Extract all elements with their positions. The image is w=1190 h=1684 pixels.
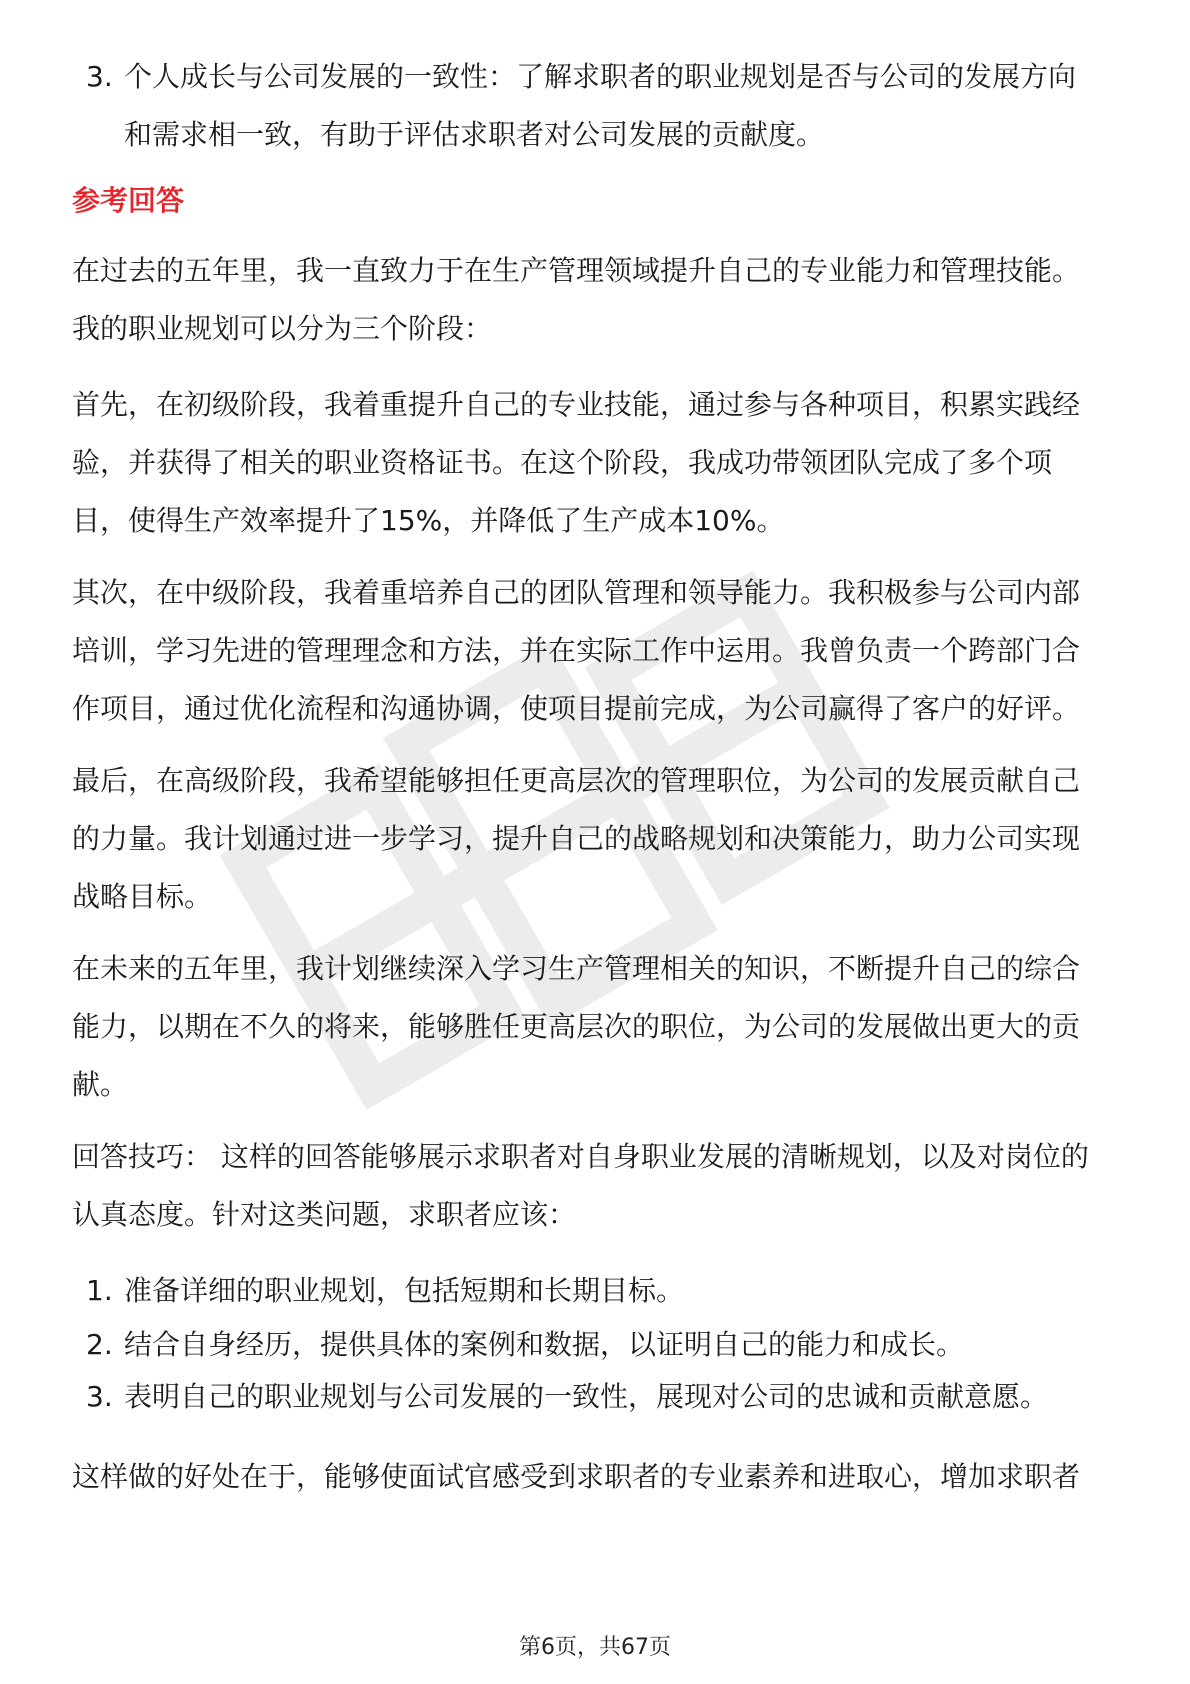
answer-paragraph-5: 在未来的五年里，我计划继续深入学习生产管理相关的知识，不断提升自己的综合 能力，以期在不久的将来，能够胜任更高层次的职位，为公司的发展做出更大的贡 献。 — [72, 952, 1081, 1101]
list-number: 2. — [86, 1328, 113, 1361]
list-number: 3. — [86, 1380, 113, 1413]
answer-heading: 参考回答 — [72, 184, 185, 217]
closing-paragraph: 这样做的好处在于，能够使面试官感受到求职者的专业素养和进取心，增加求职者 — [72, 1460, 1081, 1493]
answer-paragraph-4: 最后，在高级阶段，我希望能够担任更高层次的管理职位，为公司的发展贡献自己 的力量。我计划通过进一步学习，提升自己的战略规划和决策能力，助力公司实现 战略目标。 — [72, 764, 1081, 913]
list-item-text: 结合自身经历，提供具体的案例和数据，以证明自己的能力和成长。 — [124, 1328, 965, 1361]
tips-paragraph: 回答技巧： 这样的回答能够展示求职者对自身职业发展的清晰规划，以及对岗位的 认真态度。针对这类问题，求职者应该： — [72, 1140, 1089, 1231]
list-item-text: 个人成长与公司发展的一致性：了解求职者的职业规划是否与公司的发展方向 和需求相一致，有助于评估求职者对公司发展的贡献度。 — [124, 60, 1077, 151]
answer-paragraph-3: 其次，在中级阶段，我着重培养自己的团队管理和领导能力。我积极参与公司内部 培训，学习先进的管理理念和方法，并在实际工作中运用。我曾负责一个跨部门合 作项目，通过优化流程和沟通协调，使项目提前完成，为公司赢得了客户的好评。 — [72, 576, 1081, 725]
list-item-text: 准备详细的职业规划，包括短期和长期目标。 — [124, 1274, 685, 1307]
page-number-footer: 第6页，共67页 — [519, 1635, 671, 1660]
list-number: 3. — [86, 60, 113, 93]
answer-paragraph-1: 在过去的五年里，我一直致力于在生产管理领域提升自己的专业能力和管理技能。 我的职业规划可以分为三个阶段： — [72, 254, 1081, 345]
answer-paragraph-2: 首先，在初级阶段，我着重提升自己的专业技能，通过参与各种项目，积累实践经 验，并获得了相关的职业资格证书。在这个阶段，我成功带领团队完成了多个项 目，使得生产效率提升了15%，并降低了生产成本10%。 — [72, 388, 1081, 537]
list-number: 1. — [86, 1274, 113, 1307]
list-item-text: 表明自己的职业规划与公司发展的一致性，展现对公司的忠诚和贡献意愿。 — [124, 1380, 1049, 1413]
